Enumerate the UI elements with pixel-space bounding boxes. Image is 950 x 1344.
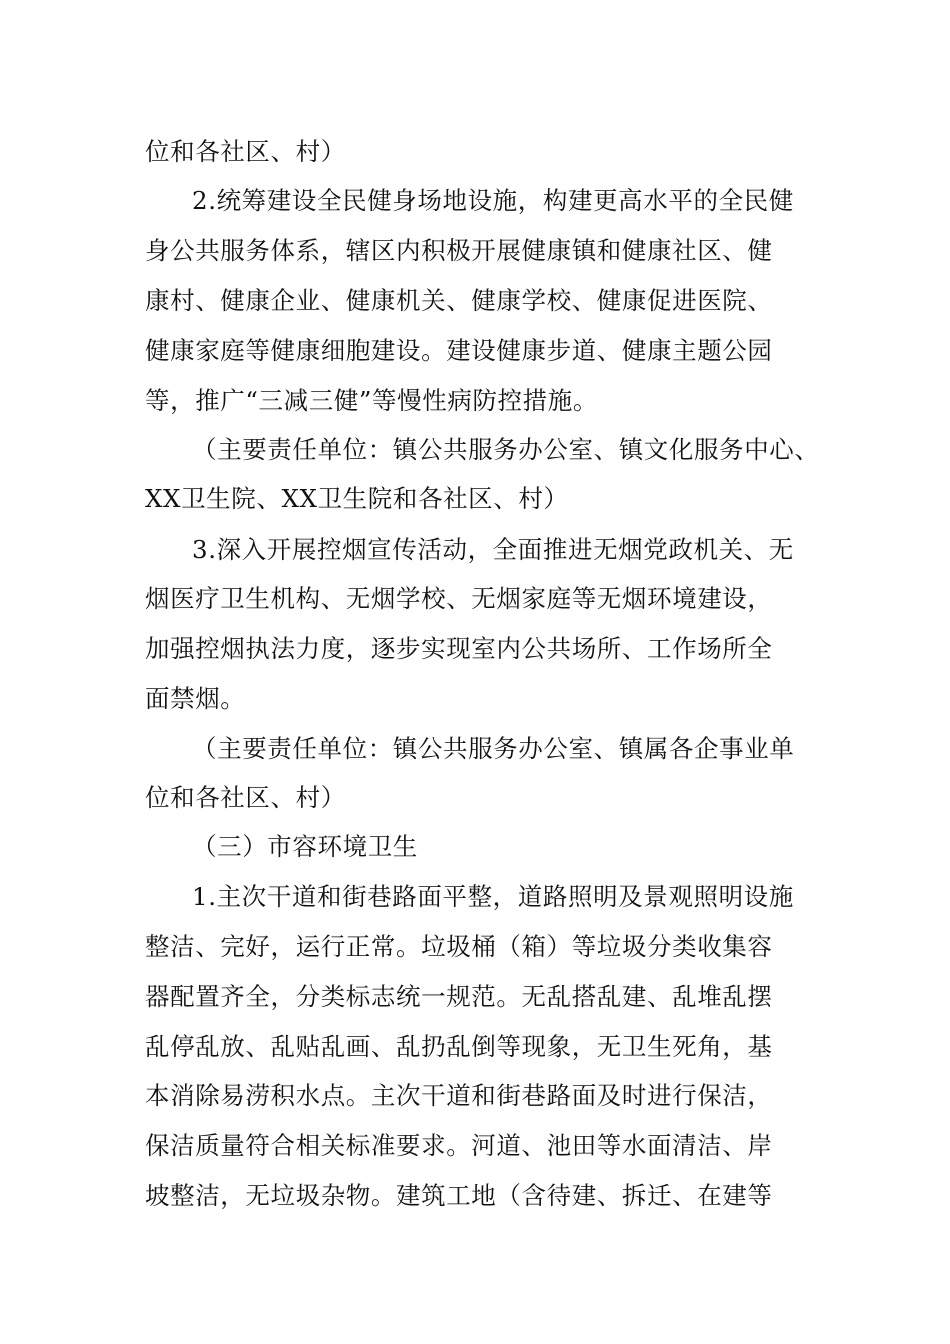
text-line-3: 身公共服务体系，辖区内积极开展健康镇和健康社区、健 [145,236,773,265]
text-line-16: 1.主次干道和街巷路面平整，道路照明及景观照明设施 [192,882,794,911]
text-line-9: 3.深入开展控烟宣传活动，全面推进无烟党政机关、无 [192,535,794,564]
section-heading: （三）市容环境卫生 [192,832,418,861]
text-line-2: 2.统筹建设全民健身场地设施，构建更高水平的全民健 [192,186,794,215]
text-line-19: 乱停乱放、乱贴乱画、乱扔乱倒等现象，无卫生死角，基 [145,1032,773,1061]
text-line-7: （主要责任单位：镇公共服务办公室、镇文化服务中心、 [192,435,820,464]
text-line-12: 面禁烟。 [145,684,246,713]
text-line-21: 保洁质量符合相关标准要求。河道、池田等水面清洁、岸 [145,1131,773,1160]
text-line-8: XX卫生院、XX卫生院和各社区、村） [145,484,569,513]
text-line-10: 烟医疗卫生机构、无烟学校、无烟家庭等无烟环境建设， [145,584,773,613]
text-line-20: 本消除易涝积水点。主次干道和街巷路面及时进行保洁， [145,1081,773,1110]
text-line-1: 位和各社区、村） [145,137,346,166]
text-line-11: 加强控烟执法力度，逐步实现室内公共场所、工作场所全 [145,634,773,663]
text-line-4: 康村、健康企业、健康机关、健康学校、健康促进医院、 [145,286,773,315]
text-line-18: 器配置齐全，分类标志统一规范。无乱搭乱建、乱堆乱摆 [145,982,773,1011]
text-line-6: 等，推广“三减三健”等慢性病防控措施。 [145,386,598,415]
text-line-5: 健康家庭等健康细胞建设。建设健康步道、健康主题公园 [145,336,773,365]
text-line-14: 位和各社区、村） [145,783,346,812]
text-line-13: （主要责任单位：镇公共服务办公室、镇属各企事业单 [192,734,795,763]
text-line-17: 整洁、完好，运行正常。垃圾桶（箱）等垃圾分类收集容 [145,932,773,961]
text-line-22: 坡整洁，无垃圾杂物。建筑工地（含待建、拆迁、在建等 [145,1181,773,1210]
